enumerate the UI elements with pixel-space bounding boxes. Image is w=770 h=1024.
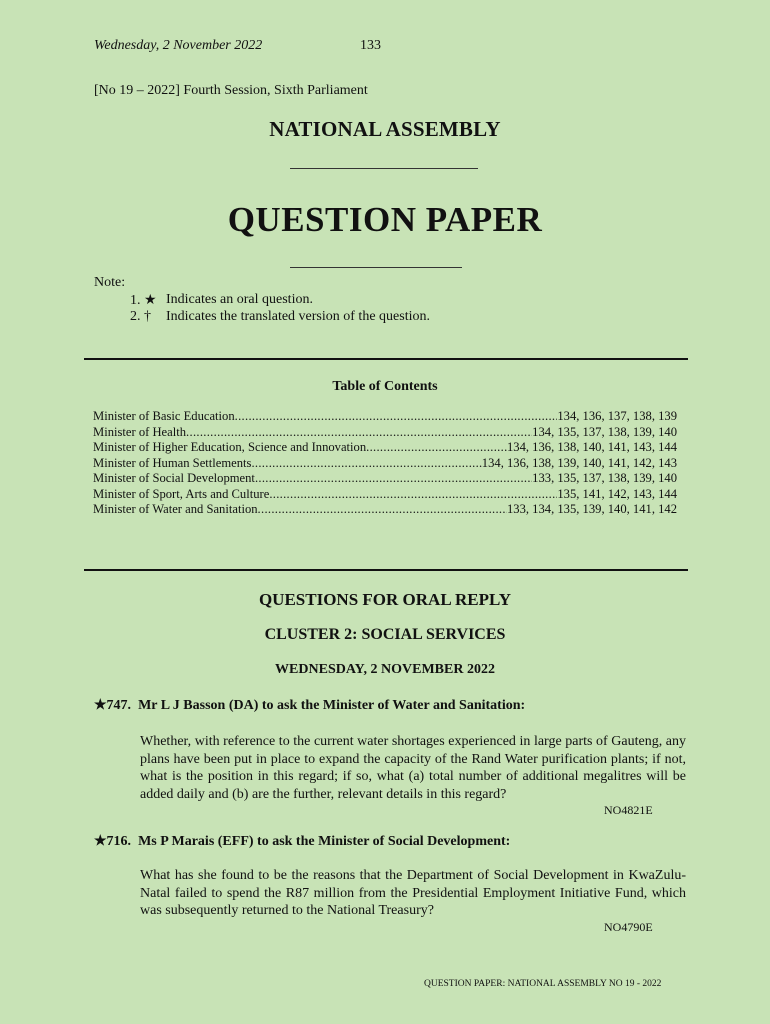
page-footer: QUESTION PAPER: NATIONAL ASSEMBLY NO 19 - 2022 <box>424 979 662 989</box>
note-label: Note: <box>94 275 126 290</box>
toc-entry-name: Minister of Water and Sanitation <box>93 502 258 516</box>
toc-leader <box>186 425 532 441</box>
note-item <box>0 292 770 310</box>
header-date: Wednesday, 2 November 2022 <box>94 38 263 53</box>
toc-entry-name: Minister of Basic Education <box>93 409 235 423</box>
session-line: [No 19 – 2022] Fourth Session, Sixth Parliament <box>94 83 368 98</box>
toc-entry-name: Minister of Higher Education, Science and Innovation <box>93 440 367 454</box>
toc-entry-pages: 134, 135, 137, 138, 139, 140 <box>532 424 677 439</box>
toc-entry-pages: 133, 135, 137, 138, 139, 140 <box>532 471 677 485</box>
question-asker: Mr L J Basson (DA) to ask the Minister of Water and Sanitation: <box>138 698 526 713</box>
toc-entry-name: Minister of Human Settlements <box>93 455 252 470</box>
toc-entry-name: Minister of Health <box>93 424 187 439</box>
toc-entry-name: Minister of Social Development <box>93 471 255 485</box>
section-rule <box>84 569 688 571</box>
section-title: QUESTIONS FOR ORAL REPLY <box>258 590 512 609</box>
section-rule <box>84 358 688 360</box>
toc-entry[interactable] <box>93 409 677 425</box>
toc-leader <box>251 456 481 472</box>
question-reference: NO4790E <box>604 920 653 934</box>
question-number: ★747. <box>94 698 132 713</box>
toc-title: Table of Contents <box>332 379 438 394</box>
note-item-marker: 1. ★ <box>130 293 157 308</box>
question-number: ★716. <box>94 834 132 849</box>
house-title: NATIONAL ASSEMBLY <box>269 117 501 141</box>
table-of-contents <box>93 409 677 518</box>
toc-entry-name: Minister of Sport, Arts and Culture <box>93 486 270 501</box>
toc-entry-pages: 134, 136, 138, 140, 141, 143, 144 <box>506 440 677 454</box>
toc-leader <box>255 471 532 487</box>
toc-entry[interactable] <box>93 502 677 518</box>
note-item-text: Indicates the translated version of the question. <box>166 309 430 324</box>
toc-entry-pages: 134, 136, 137, 138, 139 <box>557 409 677 423</box>
question-text: What has she found to be the reasons that the Department of Social Development in KwaZulu-Natal failed to spend the R87 million from the Presidential Employment Initiative Fund, which was subsequently returned to the National Treasury? <box>140 868 686 919</box>
sitting-date: WEDNESDAY, 2 NOVEMBER 2022 <box>275 662 495 677</box>
toc-leader <box>258 502 507 518</box>
toc-entry[interactable] <box>93 471 677 487</box>
cluster-title: CLUSTER 2: SOCIAL SERVICES <box>264 626 506 643</box>
toc-entry-pages: 133, 134, 135, 139, 140, 141, 142 <box>506 502 677 516</box>
question-text: Whether, with reference to the current water shortages experienced in large parts of Gauteng, any plans have been put in place to expand the capacity of the Rand Water purification plants; if not, what is the position in this regard; if so, what (a) total number of additional megalitres will be added daily and (b) are the further, relevant details in this regard? <box>140 734 686 802</box>
toc-entry-pages: 135, 141, 142, 143, 144 <box>557 486 677 501</box>
question-heading <box>94 697 525 714</box>
toc-entry[interactable] <box>93 456 677 472</box>
toc-leader <box>269 487 557 503</box>
document-title: QUESTION PAPER <box>227 200 543 239</box>
question-reference: NO4821E <box>604 803 653 817</box>
note-item-marker: 2. † <box>130 309 151 324</box>
toc-leader <box>235 409 558 425</box>
toc-leader <box>366 440 507 456</box>
note-item-text: Indicates an oral question. <box>166 292 313 307</box>
note-item <box>0 309 770 327</box>
divider <box>290 267 462 268</box>
question-asker: Ms P Marais (EFF) to ask the Minister of Social Development: <box>138 834 511 849</box>
divider <box>290 168 478 169</box>
toc-entry[interactable] <box>93 425 677 441</box>
toc-entry-pages: 134, 136, 138, 139, 140, 141, 142, 143 <box>481 455 677 470</box>
toc-entry[interactable] <box>93 440 677 456</box>
toc-entry[interactable] <box>93 487 677 503</box>
page-number: 133 <box>360 38 381 53</box>
question-heading <box>94 833 510 850</box>
